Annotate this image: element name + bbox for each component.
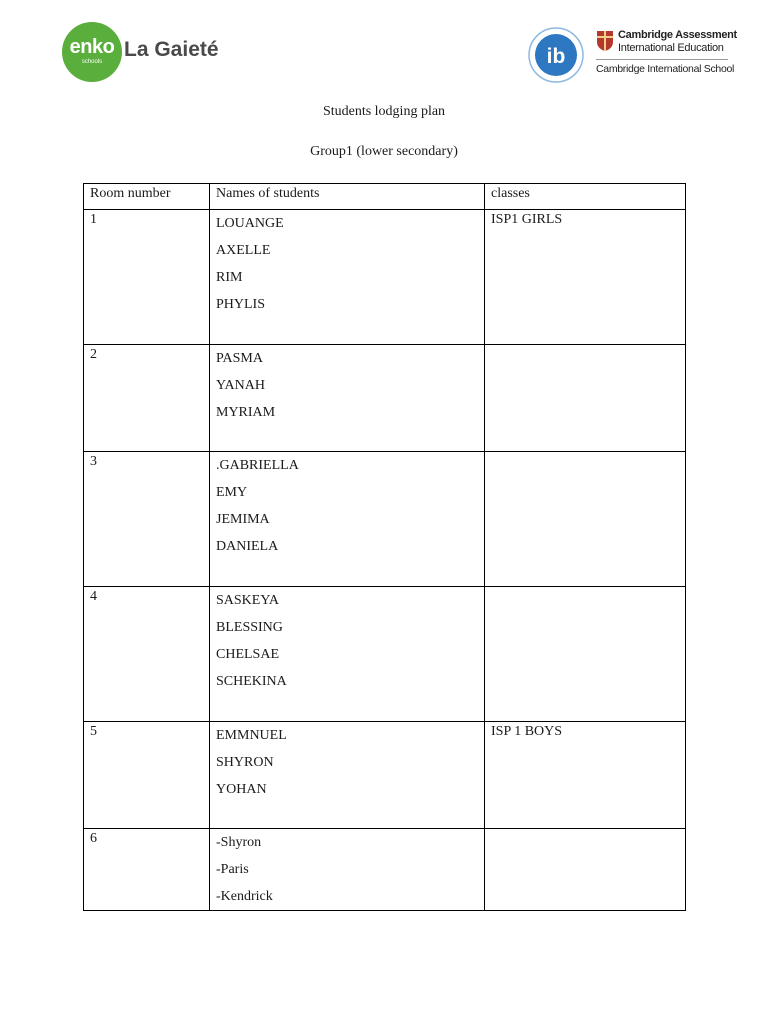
class-label: ISP 1 BOYS: [491, 724, 563, 739]
class-cell: [485, 722, 686, 829]
cambridge-divider: [596, 59, 728, 60]
ib-logo-icon: [526, 26, 586, 84]
cambridge-logo: [596, 28, 736, 80]
header-room-number: Room number: [84, 184, 210, 210]
student-name: SCHEKINA: [216, 674, 287, 689]
student-names-cell: [210, 210, 485, 345]
student-name: .GABRIELLA: [216, 458, 299, 473]
student-name: JEMIMA: [216, 512, 270, 527]
student-name: -Kendrick: [216, 889, 273, 904]
room-number: 2: [90, 347, 97, 362]
student-name: -Shyron: [216, 835, 262, 850]
student-names-cell: [210, 452, 485, 587]
table-row: [84, 587, 686, 722]
class-label: [491, 452, 679, 453]
class-cell: [485, 829, 686, 911]
table-row: [84, 210, 686, 345]
cambridge-line-1: Cambridge Assessment: [618, 29, 737, 41]
room-number-cell: [84, 722, 210, 829]
student-name: EMY: [216, 485, 248, 500]
class-label: [491, 587, 679, 588]
lodging-table: [83, 183, 686, 911]
room-number-cell: [84, 829, 210, 911]
student-name: CHELSAE: [216, 647, 279, 662]
class-cell: [485, 452, 686, 587]
student-names-cell: [210, 345, 485, 452]
school-name: La Gaieté: [124, 38, 219, 61]
student-name: AXELLE: [216, 243, 271, 258]
cambridge-line-2: International Education: [618, 42, 724, 54]
student-names-cell: [210, 722, 485, 829]
enko-logo: [62, 22, 222, 86]
document-subtitle: Group1 (lower secondary): [310, 144, 458, 159]
table-row: [84, 722, 686, 829]
cambridge-line-3: Cambridge International School: [596, 63, 735, 75]
student-name: DANIELA: [216, 539, 279, 554]
header-names-of-students: Names of students: [210, 184, 485, 210]
room-number-cell: [84, 345, 210, 452]
room-number: 4: [90, 589, 97, 604]
cambridge-shield-icon: [596, 30, 614, 52]
document-title: Students lodging plan: [322, 104, 446, 119]
student-names-cell: [210, 829, 485, 911]
class-label: [491, 829, 679, 830]
room-number: 3: [90, 454, 97, 469]
class-cell: [485, 587, 686, 722]
student-name: EMMNUEL: [216, 728, 287, 743]
room-number: 5: [90, 724, 97, 739]
student-name: BLESSING: [216, 620, 283, 635]
table-row: [84, 345, 686, 452]
student-name: YOHAN: [216, 782, 267, 797]
header-classes: classes: [485, 184, 686, 210]
class-label: [491, 345, 679, 346]
student-name: PASMA: [216, 351, 263, 366]
student-name: YANAH: [216, 378, 265, 393]
class-cell: [485, 210, 686, 345]
class-label: ISP1 GIRLS: [491, 212, 563, 227]
room-number: 1: [90, 212, 97, 227]
svg-text:ib: ib: [546, 45, 566, 68]
student-name: -Paris: [216, 862, 249, 877]
student-names-cell: [210, 587, 485, 722]
student-name: SASKEYA: [216, 593, 280, 608]
room-number-cell: [84, 210, 210, 345]
table-row: [84, 452, 686, 587]
page-header: [0, 0, 768, 100]
enko-logo-subtext: schools: [81, 59, 103, 65]
enko-logo-text: enko: [69, 36, 115, 58]
room-number-cell: [84, 452, 210, 587]
class-cell: [485, 345, 686, 452]
table-header-row: [84, 184, 686, 210]
student-name: SHYRON: [216, 755, 274, 770]
room-number-cell: [84, 587, 210, 722]
student-name: MYRIAM: [216, 405, 276, 420]
student-name: LOUANGE: [216, 216, 284, 231]
student-name: PHYLIS: [216, 297, 266, 312]
table-row: [84, 829, 686, 911]
room-number: 6: [90, 831, 97, 846]
student-name: RIM: [216, 270, 243, 285]
